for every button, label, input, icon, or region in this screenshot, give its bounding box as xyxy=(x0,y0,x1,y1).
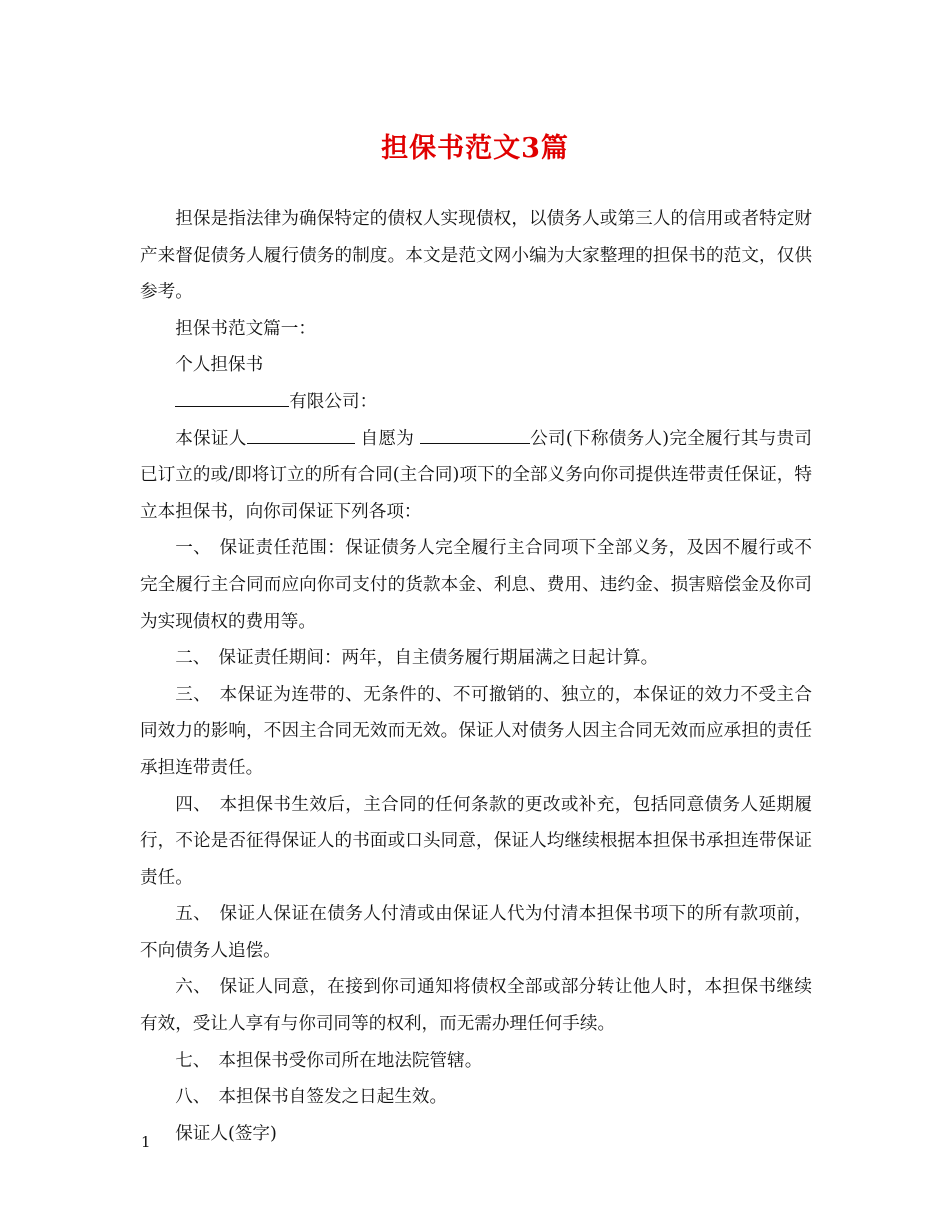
clause-number: 一、 xyxy=(175,538,212,559)
clause-number: 七、 xyxy=(175,1050,211,1071)
company-name-blank xyxy=(175,388,289,407)
clause-item xyxy=(140,640,812,677)
guarantor-label: 本保证人 xyxy=(175,428,247,449)
clause-text: 本保证为连带的、无条件的、不可撤销的、独立的，本保证的效力不受主合同效力的影响，不因主合同无效而无效。保证人对债务人因主合同无效而应承担的责任承担连带责任。 xyxy=(140,684,812,778)
clause-text: 本担保书自签发之日起生效。 xyxy=(218,1087,448,1108)
clause-text: 保证人同意，在接到你司通知将债权全部或部分转让他人时，本担保书继续有效，受让人享有与你司同等的权利，而无需办理任何手续。 xyxy=(140,977,812,1035)
clause-text: 保证责任期间：两年，自主债务履行期届满之日起计算。 xyxy=(218,648,659,669)
clause-number: 四、 xyxy=(175,794,212,815)
clause-number: 八、 xyxy=(175,1087,211,1108)
clause-number: 三、 xyxy=(175,684,212,705)
addressee-suffix: 有限公司： xyxy=(289,391,378,412)
clause-number: 六、 xyxy=(175,977,212,998)
clause-item xyxy=(140,969,812,1042)
clause-item xyxy=(140,530,812,640)
guarantee-doc-title: 个人担保书 xyxy=(175,355,264,376)
document-body xyxy=(140,201,812,1152)
guarantor-statement: 公司(下称债务人)完全履行其与贵司已订立的或/即将订立的所有合同(主合同)项下的全部义务向你司提供连带责任保证，特立本担保书，向你司保证下列各项： xyxy=(140,428,812,522)
guarantor-paragraph xyxy=(140,421,812,531)
section-heading: 担保书范文篇一： xyxy=(175,318,316,339)
volunteer-text: 自愿为 xyxy=(354,428,420,449)
clause-text: 本担保书生效后，主合同的任何条款的更改或补充，包括同意债务人延期履行，不论是否征得保证人的书面或口头同意，保证人均继续根据本担保书承担连带保证责任。 xyxy=(140,794,812,888)
debtor-company-blank xyxy=(420,424,530,443)
clause-text: 保证人保证在债务人付清或由保证人代为付清本担保书项下的所有款项前，不向债务人追偿。 xyxy=(140,904,812,961)
clause-item xyxy=(140,677,812,787)
document-title: 担保书范文3篇 xyxy=(381,133,569,164)
clause-item xyxy=(140,896,812,969)
clause-item xyxy=(140,787,812,897)
clause-item xyxy=(140,1043,812,1080)
guarantor-name-blank xyxy=(247,424,355,443)
clause-text: 本担保书受你司所在地法院管辖。 xyxy=(218,1050,483,1071)
clause-item xyxy=(140,1079,812,1116)
clause-number: 五、 xyxy=(175,904,212,925)
clause-text: 保证责任范围：保证债务人完全履行主合同项下全部义务，及因不履行或不完全履行主合同而应向你司支付的货款本金、利息、费用、违约金、损害赔偿金及你司为实现债权的费用等。 xyxy=(140,538,812,632)
addressee-line xyxy=(140,384,812,421)
signature-line: 保证人(签字) xyxy=(175,1123,277,1144)
intro-paragraph: 担保是指法律为确保特定的债权人实现债权，以债务人或第三人的信用或者特定财产来督促债务人履行债务的制度。本文是范文网小编为大家整理的担保书的范文，仅供参考。 xyxy=(140,209,812,303)
clause-number: 二、 xyxy=(175,648,211,669)
page-number: 1 xyxy=(141,1133,151,1151)
